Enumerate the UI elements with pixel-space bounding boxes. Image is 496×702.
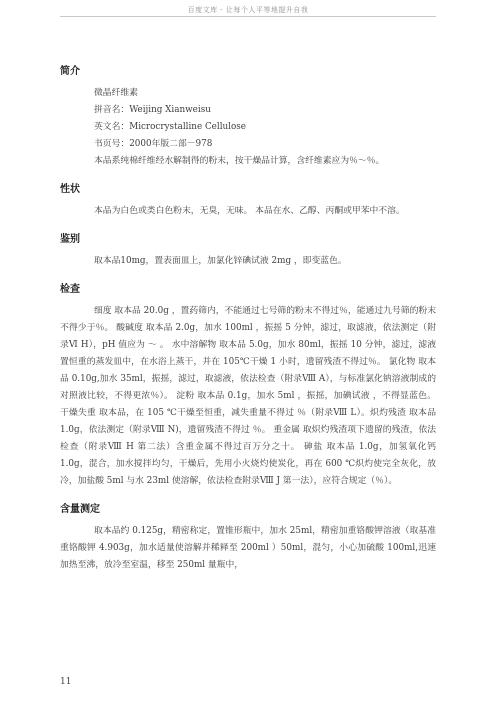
header-divider — [60, 16, 436, 17]
section-identification — [60, 230, 436, 270]
document-header — [0, 0, 496, 62]
section-assay — [60, 500, 436, 574]
page-number: 11 — [60, 677, 72, 687]
banner-text: 百度文库 - 让每个人平等地提升自我 — [187, 6, 309, 14]
product-name: 微晶纤维素 — [94, 88, 138, 98]
document-body — [60, 62, 436, 574]
section-properties — [60, 180, 436, 220]
assay-text: 取本品约 0.125g，精密称定，置锥形瓶中，加水 25ml，精密加重铬酸钾溶液（取基准重铬酸钾 4.903g，加水适量使溶解并稀释至 200ml ）50ml，混匀，小心加硫酸 100ml,迅速加热至沸，放冷至室温，移至 250ml 量瓶中， — [60, 526, 436, 570]
section-heading-assay: 含量测定 — [60, 504, 100, 515]
properties-text: 本品为白色或类白色粉末，无臭，无味。 本品在水、乙醇、丙酮或甲苯中不溶。 — [94, 206, 405, 216]
inspection-text: 细度 取本品 20.0g ，置药筛内，不能通过七号筛的粉末不得过％，能通过九号筛的粉末不得少于％。 酸碱度 取本品 2.0g，加水 100ml ，振摇 5 分钟，滤过，取滤液，依法测定（附录Ⅵ H），pH 值应为 ～ 。 水中溶解物 取本品 5.0g，加水 80ml，振摇 10 分钟，滤过，滤液置恒重的蒸发皿中，在水浴上蒸干，并在 105℃干燥 1 小时，遗留残渣不得过％。 氯化物 取本品 0.10g,加水 35ml，振摇，滤过，取滤液，依法检查（附录Ⅷ A），与标准氯化钠溶液制成的对照液比较，不得更浓％）。 淀粉 取本品 0.1g，加水 5ml ，振摇，加碘试液 ，不得显蓝色。 干燥失重 取本品，在 105 ℃干燥至恒重，减失重量不得过 ％（附录Ⅷ L）。炽灼残渣 取本品 1.0g，依法测定（附录Ⅷ N)，遗留残渣不得过 ％。 重金属 取炽灼残渣项下遗留的残渣，依法检查（附录Ⅷ H 第二法）含重金属不得过百万分之十。 砷盐 取本品 1.0g，加氢氧化钙 1.0g，混合，加水搅拌均匀，干燥后，先用小火烧灼使炭化，再在 600 ℃炽灼使完全灰化，放冷，加盐酸 5ml 与水 23ml 使溶解，依法检查附录Ⅷ J 第一法），应符合规定（％）。 — [60, 306, 436, 486]
page-reference: 书页号：2000年版二部－978 — [94, 139, 213, 149]
section-inspection — [60, 280, 436, 490]
section-heading-intro: 简介 — [60, 66, 80, 77]
section-heading-identification: 鉴别 — [60, 234, 80, 245]
english-name: 英文名：Microcrystalline Cellulose — [94, 122, 246, 132]
section-heading-properties: 性状 — [60, 184, 80, 195]
identification-text: 取本品10mg，置表面皿上，加氯化锌碘试液 2mg ，即变蓝色。 — [94, 256, 347, 266]
intro-description: 本品系纯棉纤维经水解制得的粉末，按干燥品计算，含纤维素应为％～％。 — [94, 156, 385, 166]
intro-lines — [60, 85, 436, 170]
pinyin-name: 拼音名：Weijing Xianweisu — [94, 105, 211, 115]
section-heading-inspection: 检查 — [60, 284, 80, 295]
section-intro — [60, 62, 436, 170]
